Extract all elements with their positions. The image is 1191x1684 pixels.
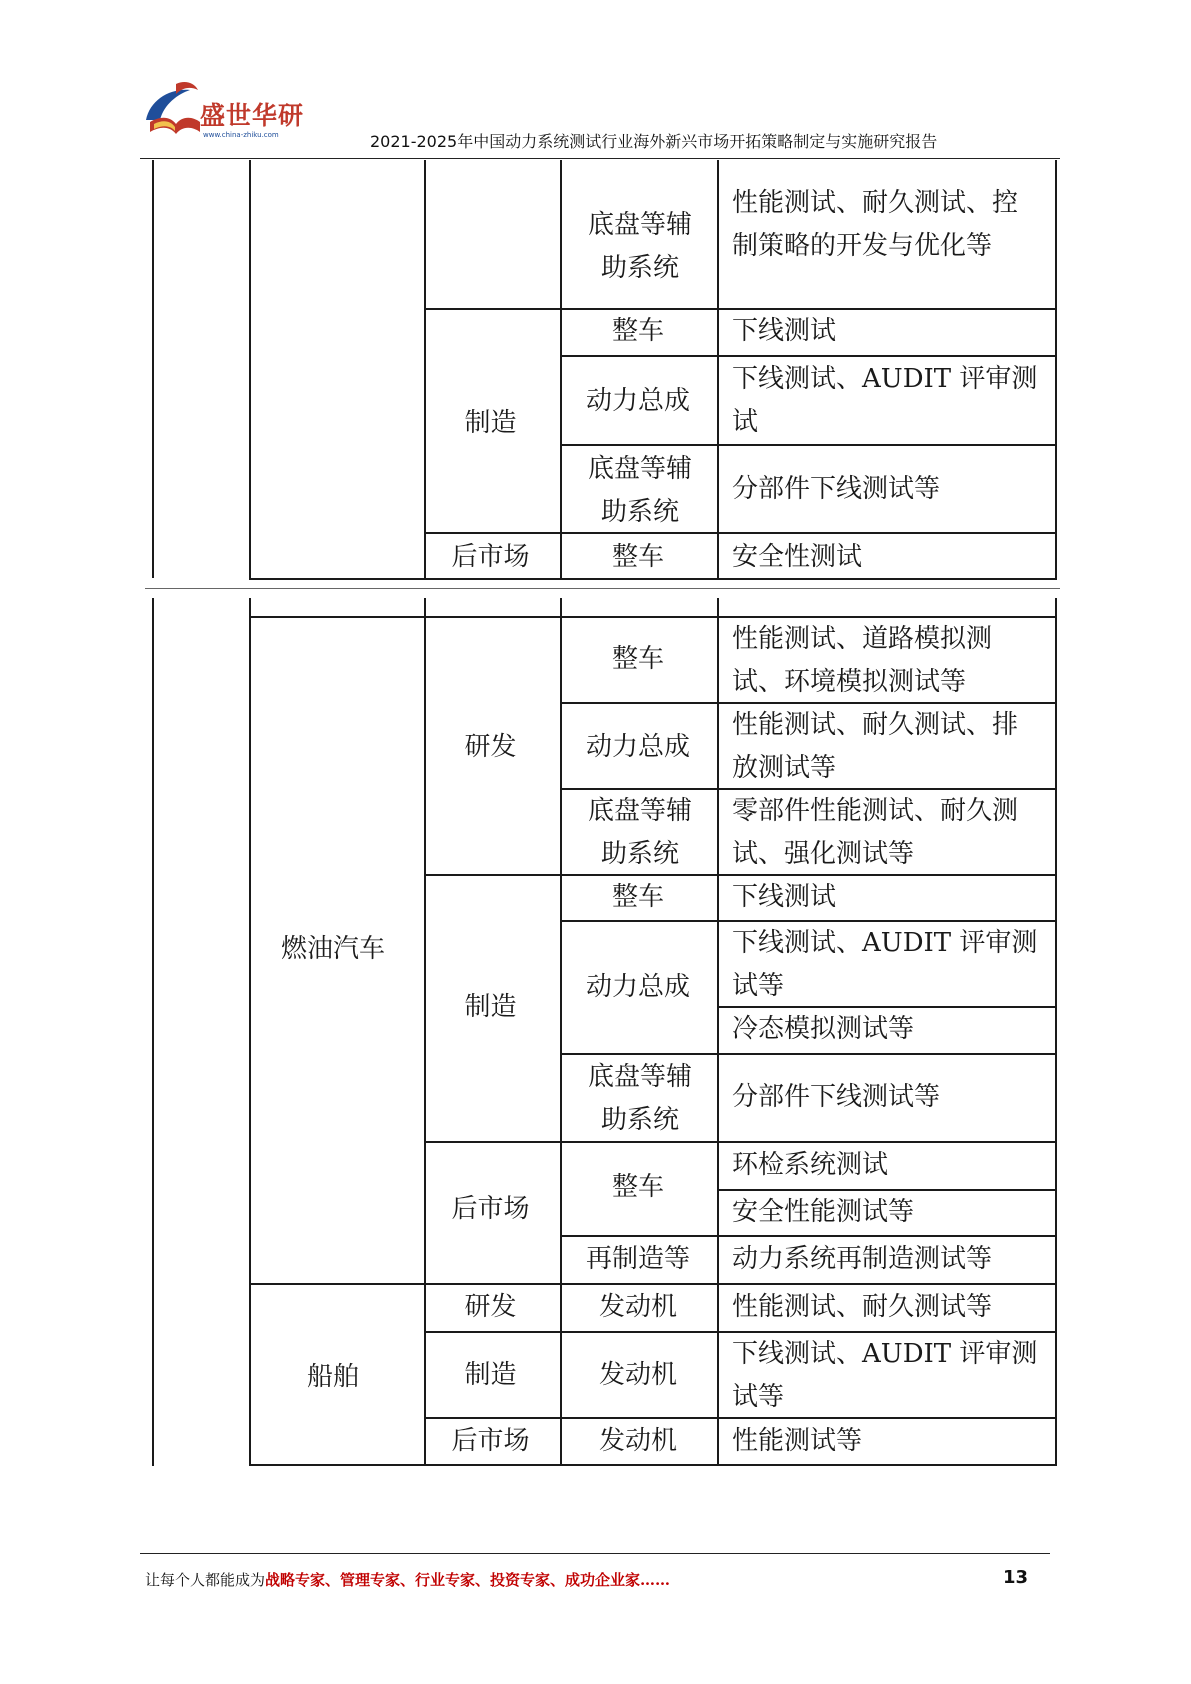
table-border <box>560 1235 1057 1237</box>
cell-test: 下线测试、AUDIT 评审测试等 <box>732 1339 1038 1412</box>
cell-part: 整车 <box>611 542 664 572</box>
cell-vehicle: 船舶 <box>306 1362 359 1392</box>
cell-test: 安全性能测试等 <box>732 1197 915 1227</box>
table-border <box>249 1464 1057 1466</box>
cell-stage: 后市场 <box>451 542 530 572</box>
report-title: 2021-2025年中国动力系统测试行业海外新兴市场开拓策略制定与实施研究报告 <box>370 132 938 151</box>
cell-test: 环检系统测试 <box>732 1150 889 1180</box>
cell-part: 发动机 <box>598 1426 677 1456</box>
cell-part: 整车 <box>611 1172 664 1202</box>
table-border-left <box>152 160 154 578</box>
cell-part: 动力总成 <box>585 732 690 762</box>
cell-stage: 制造 <box>464 992 517 1022</box>
cell-test: 零部件性能测试、耐久测试、强化测试等 <box>732 796 1019 869</box>
cell-part: 发动机 <box>598 1360 677 1390</box>
table-border <box>145 588 1060 589</box>
footer-divider <box>140 1553 1050 1554</box>
table-border <box>249 598 251 1466</box>
cell-test: 性能测试、耐久测试、控制策略的开发与优化等 <box>732 188 1019 261</box>
cell-vehicle: 燃油汽车 <box>280 934 385 964</box>
cell-part: 发动机 <box>598 1292 677 1322</box>
cell-test: 安全性测试 <box>732 542 863 572</box>
table-border <box>717 598 719 1466</box>
cell-test: 性能测试、耐久测试等 <box>732 1292 993 1322</box>
cell-test: 分部件下线测试等 <box>732 1082 941 1112</box>
table-border <box>249 1283 1057 1285</box>
cell-stage: 后市场 <box>451 1194 530 1224</box>
cell-part: 底盘等辅助系统 <box>587 210 692 283</box>
cell-stage: 制造 <box>464 408 517 438</box>
cell-part: 动力总成 <box>585 972 690 1002</box>
table-border <box>249 616 1057 618</box>
footer-slogan-lead: 让每个人都能成为 <box>145 1571 266 1589</box>
logo-brand-name: 盛世华研 <box>200 101 305 130</box>
table-border <box>424 308 1057 310</box>
page-number: 13 <box>1003 1567 1029 1588</box>
cell-test: 冷态模拟测试等 <box>732 1014 915 1044</box>
table-border <box>560 160 562 315</box>
cell-test: 性能测试、耐久测试、排放测试等 <box>732 710 1019 783</box>
cell-test: 性能测试等 <box>732 1426 863 1456</box>
table-border-right <box>1055 598 1057 1466</box>
footer-slogan-roles: 战略专家、管理专家、行业专家、投资专家、成功企业家…… <box>265 1571 671 1589</box>
table-border <box>424 1141 1057 1143</box>
table-border-right <box>1055 160 1057 578</box>
table-border <box>717 1189 1057 1191</box>
table-border <box>560 355 1057 357</box>
table-border <box>560 920 1057 922</box>
table-border <box>424 1417 1057 1419</box>
table-border <box>717 160 719 578</box>
cell-part: 整车 <box>611 644 664 674</box>
table-border <box>717 1006 1057 1008</box>
cell-test: 动力系统再制造测试等 <box>732 1244 993 1274</box>
cell-stage: 研发 <box>464 732 517 762</box>
cell-part: 底盘等辅助系统 <box>587 796 692 869</box>
table-border <box>424 160 426 578</box>
table-border <box>424 1331 1057 1333</box>
table-border <box>560 788 1057 790</box>
cell-test: 性能测试、道路模拟测试、环境模拟测试等 <box>732 624 993 697</box>
header-divider <box>140 158 1060 159</box>
footer-slogan <box>145 1569 670 1590</box>
table-border <box>560 444 1057 446</box>
cell-part: 底盘等辅助系统 <box>587 1062 692 1135</box>
table-border <box>560 702 1057 704</box>
cell-part: 底盘等辅助系统 <box>587 454 692 527</box>
cell-part: 动力总成 <box>585 386 690 416</box>
cell-test: 下线测试、AUDIT 评审测试 <box>732 364 1038 437</box>
cell-part: 再制造等 <box>585 1244 690 1274</box>
cell-part: 整车 <box>611 316 664 346</box>
table-border <box>249 160 251 578</box>
table-border <box>424 598 426 1466</box>
table-border <box>249 578 1057 580</box>
cell-part: 整车 <box>611 882 664 912</box>
table-border <box>560 1053 1057 1055</box>
cell-stage: 制造 <box>464 1360 517 1390</box>
cell-stage: 研发 <box>464 1292 517 1322</box>
cell-test: 下线测试 <box>732 316 837 346</box>
table-border <box>424 874 1057 876</box>
table-border-left <box>152 598 154 1466</box>
table-border <box>424 532 1057 534</box>
table-border <box>560 315 562 578</box>
table-border <box>560 598 562 1466</box>
page-break-fragment <box>145 584 1060 598</box>
cell-test: 下线测试、AUDIT 评审测试等 <box>732 928 1038 1001</box>
logo-url: www.china-zhiku.com <box>203 131 279 139</box>
cell-test: 分部件下线测试等 <box>732 474 941 504</box>
cell-stage: 后市场 <box>451 1426 530 1456</box>
cell-test: 下线测试 <box>732 882 837 912</box>
